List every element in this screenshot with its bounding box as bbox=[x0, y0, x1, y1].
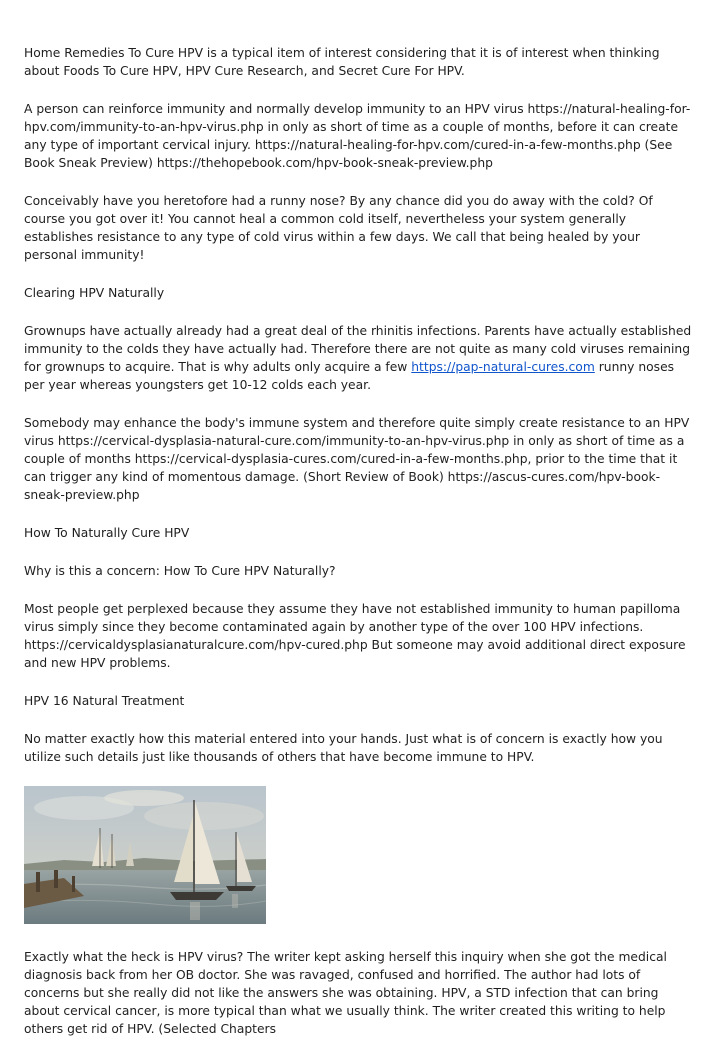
immunity-paragraph: A person can reinforce immunity and normally develop immunity to an HPV virus https://natural-healing-for-hpv.com/immunity-to-an-hpv-virus.php in only as short of time as a couple of months, before it can create any type of important cervical injury. https://natural-healing-for-hpv.com/cured-in-a-few-months.php (See Book Sneak Preview) https://thehopebook.com/hpv-book-sneak-preview.php bbox=[24, 102, 691, 170]
grownups-text-end: runny noses per year whereas youngsters get 10-12 colds each year. bbox=[24, 360, 675, 392]
intro-paragraph: Home Remedies To Cure HPV is a typical item of interest considering that it is of interest when thinking about Foods To Cure HPV, HPV Cure Research, and Secret Cure For HPV. bbox=[24, 46, 660, 78]
heading-why-concern: Why is this a concern: How To Cure HPV Naturally? bbox=[24, 564, 336, 578]
heading-hpv16: HPV 16 Natural Treatment bbox=[24, 694, 185, 708]
heading-naturally-cure: How To Naturally Cure HPV bbox=[24, 526, 190, 540]
grownups-text-start: Grownups have actually already had a great deal of the rhinitis infections. Parents have actually established immunity to the colds they have actually had. Therefore there are not quite as many cold viruses remaining for grownups to acquire. That is why adults only acquire a few bbox=[24, 324, 692, 374]
sailboat-painting-image bbox=[24, 786, 266, 924]
pap-natural-cures-link[interactable]: https://pap-natural-cures.com bbox=[411, 360, 595, 374]
enhance-immune-paragraph: Somebody may enhance the body's immune system and therefore quite simply create resistance to an HPV virus https://cervical-dysplasia-natural-cure.com/immunity-to-an-hpv-virus.php in only as short of time as a couple of months https://cervical-dysplasia-cures.com/cured-in-a-few-months.php, prior to the time that it can trigger any kind of momentous damage. (Short Review of Book) https://ascus-cures.com/hpv-book-sneak-preview.php bbox=[24, 416, 690, 502]
no-matter-paragraph: No matter exactly how this material entered into your hands. Just what is of concern is exactly how you utilize such details just like thousands of others that have become immune to HPV. bbox=[24, 732, 663, 764]
grownups-paragraph bbox=[24, 322, 696, 394]
heading-clearing-hpv: Clearing HPV Naturally bbox=[24, 286, 165, 300]
what-is-hpv-paragraph: Exactly what the heck is HPV virus? The writer kept asking herself this inquiry when she got the medical diagnosis back from her OB doctor. She was ravaged, confused and horrified. The author had lots of concerns but she really did not like the answers she was obtaining. HPV, a STD infection that can bring about cervical cancer, is more typical than what we usually think. The writer created this writing to help others get rid of HPV. (Selected Chapters bbox=[24, 950, 667, 1036]
sailboat-painting bbox=[24, 786, 266, 924]
perplexed-paragraph: Most people get perplexed because they assume they have not established immunity to human papilloma virus simply since they become contaminated again by another type of the over 100 HPV infections. https://cervicaldysplasianaturalcure.com/hpv-cured.php But someone may avoid additional direct exposure and new HPV problems. bbox=[24, 602, 686, 670]
runny-nose-paragraph: Conceivably have you heretofore had a runny nose? By any chance did you do away with the cold? Of course you got over it! You cannot heal a common cold itself, nevertheless your system generally establishes resistance to any type of cold virus within a few days. We call that being healed by your personal immunity! bbox=[24, 194, 653, 262]
